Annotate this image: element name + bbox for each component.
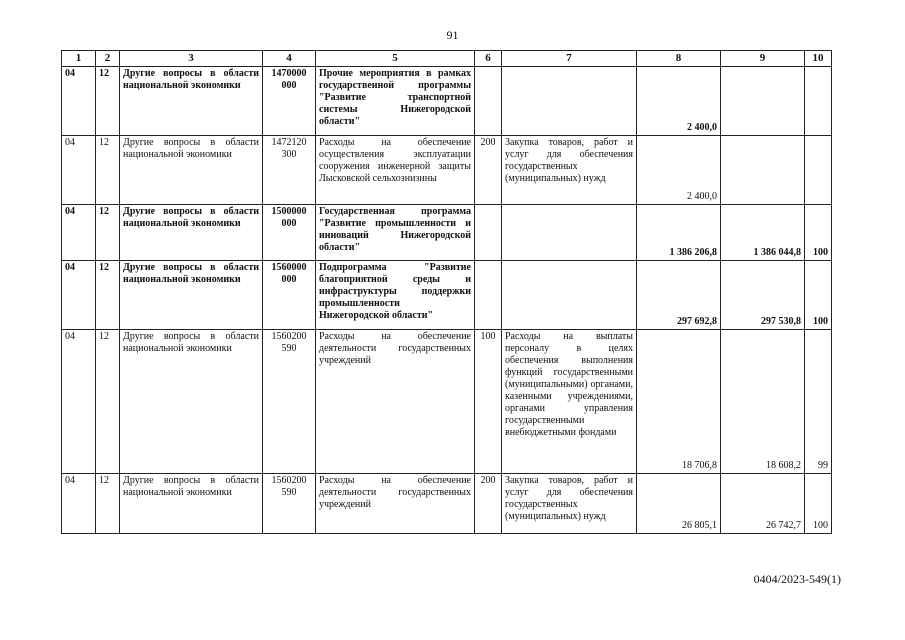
target-article-cell: 1500000 000 (263, 205, 316, 261)
budget-table (61, 50, 832, 534)
article-name-cell: Прочие мероприятия в рамках государственной программы "Развитие транспортной системы Нижегородской области" (316, 67, 475, 136)
executed-amount-cell: 18 608,2 (721, 330, 805, 474)
target-article-cell: 1472120 300 (263, 136, 316, 205)
executed-amount-cell: 26 742,7 (721, 474, 805, 534)
planned-amount-cell: 26 805,1 (637, 474, 721, 534)
table-row (62, 67, 832, 136)
header-cell: 1 (62, 51, 96, 67)
subsection-cell: 12 (96, 474, 120, 534)
header-cell: 8 (637, 51, 721, 67)
expense-type-code-cell (475, 261, 502, 330)
section-name-cell: Другие вопросы в области национальной экономики (120, 136, 263, 205)
section-name-cell: Другие вопросы в области национальной экономики (120, 261, 263, 330)
section-cell: 04 (62, 136, 96, 205)
section-name-cell: Другие вопросы в области национальной экономики (120, 474, 263, 534)
article-name-cell: Государственная программа "Развитие промышленности и инноваций Нижегородской области" (316, 205, 475, 261)
section-name-cell: Другие вопросы в области национальной экономики (120, 67, 263, 136)
percent-cell (805, 136, 832, 205)
planned-amount-cell: 297 692,8 (637, 261, 721, 330)
table-row (62, 261, 832, 330)
subsection-cell: 12 (96, 67, 120, 136)
subsection-cell: 12 (96, 205, 120, 261)
expense-type-name-cell (502, 67, 637, 136)
percent-cell: 100 (805, 205, 832, 261)
expense-type-code-cell: 200 (475, 474, 502, 534)
article-name-cell: Подпрограмма "Развитие благоприятной среды и инфраструктуры поддержки промышленности Нижегородской области" (316, 261, 475, 330)
planned-amount-cell: 1 386 206,8 (637, 205, 721, 261)
section-cell: 04 (62, 205, 96, 261)
expense-type-code-cell: 200 (475, 136, 502, 205)
section-cell: 04 (62, 330, 96, 474)
executed-amount-cell: 1 386 044,8 (721, 205, 805, 261)
section-name-cell: Другие вопросы в области национальной экономики (120, 205, 263, 261)
section-cell: 04 (62, 67, 96, 136)
table-header-row (62, 51, 832, 67)
expense-type-code-cell (475, 205, 502, 261)
executed-amount-cell: 297 530,8 (721, 261, 805, 330)
header-cell: 3 (120, 51, 263, 67)
planned-amount-cell: 2 400,0 (637, 67, 721, 136)
subsection-cell: 12 (96, 136, 120, 205)
target-article-cell: 1470000 000 (263, 67, 316, 136)
table-row (62, 474, 832, 534)
section-cell: 04 (62, 474, 96, 534)
section-name-cell: Другие вопросы в области национальной экономики (120, 330, 263, 474)
article-name-cell: Расходы на обеспечение деятельности государственных учреждений (316, 474, 475, 534)
subsection-cell: 12 (96, 330, 120, 474)
section-cell: 04 (62, 261, 96, 330)
planned-amount-cell: 18 706,8 (637, 330, 721, 474)
header-cell: 5 (316, 51, 475, 67)
target-article-cell: 1560200 590 (263, 330, 316, 474)
executed-amount-cell (721, 67, 805, 136)
article-name-cell: Расходы на обеспечение осуществления эксплуатации сооружения инженерной защиты Лысковской сельхознизины (316, 136, 475, 205)
expense-type-code-cell (475, 67, 502, 136)
header-cell: 4 (263, 51, 316, 67)
target-article-cell: 1560200 590 (263, 474, 316, 534)
article-name-cell: Расходы на обеспечение деятельности государственных учреждений (316, 330, 475, 474)
expense-type-name-cell: Закупка товаров, работ и услуг для обеспечения государственных (муниципальных) нужд (502, 474, 637, 534)
header-cell: 7 (502, 51, 637, 67)
expense-type-name-cell: Закупка товаров, работ и услуг для обеспечения государственных (муниципальных) нужд (502, 136, 637, 205)
percent-cell: 100 (805, 474, 832, 534)
executed-amount-cell (721, 136, 805, 205)
header-cell: 2 (96, 51, 120, 67)
table-row (62, 205, 832, 261)
percent-cell (805, 67, 832, 136)
table-row (62, 330, 832, 474)
target-article-cell: 1560000 000 (263, 261, 316, 330)
planned-amount-cell: 2 400,0 (637, 136, 721, 205)
expense-type-name-cell (502, 261, 637, 330)
expense-type-code-cell: 100 (475, 330, 502, 474)
document-code: 0404/2023-549(1) (753, 572, 841, 586)
table-row (62, 136, 832, 205)
header-cell: 9 (721, 51, 805, 67)
subsection-cell: 12 (96, 261, 120, 330)
percent-cell: 100 (805, 261, 832, 330)
header-cell: 6 (475, 51, 502, 67)
expense-type-name-cell (502, 205, 637, 261)
expense-type-name-cell: Расходы на выплаты персоналу в целях обеспечения выполнения функций государственными (муниципальными) органами, казенными учреждениями, органами управления государственными внебюджетными фондами (502, 330, 637, 474)
header-cell: 10 (805, 51, 832, 67)
percent-cell: 99 (805, 330, 832, 474)
page-number: 91 (446, 28, 459, 42)
